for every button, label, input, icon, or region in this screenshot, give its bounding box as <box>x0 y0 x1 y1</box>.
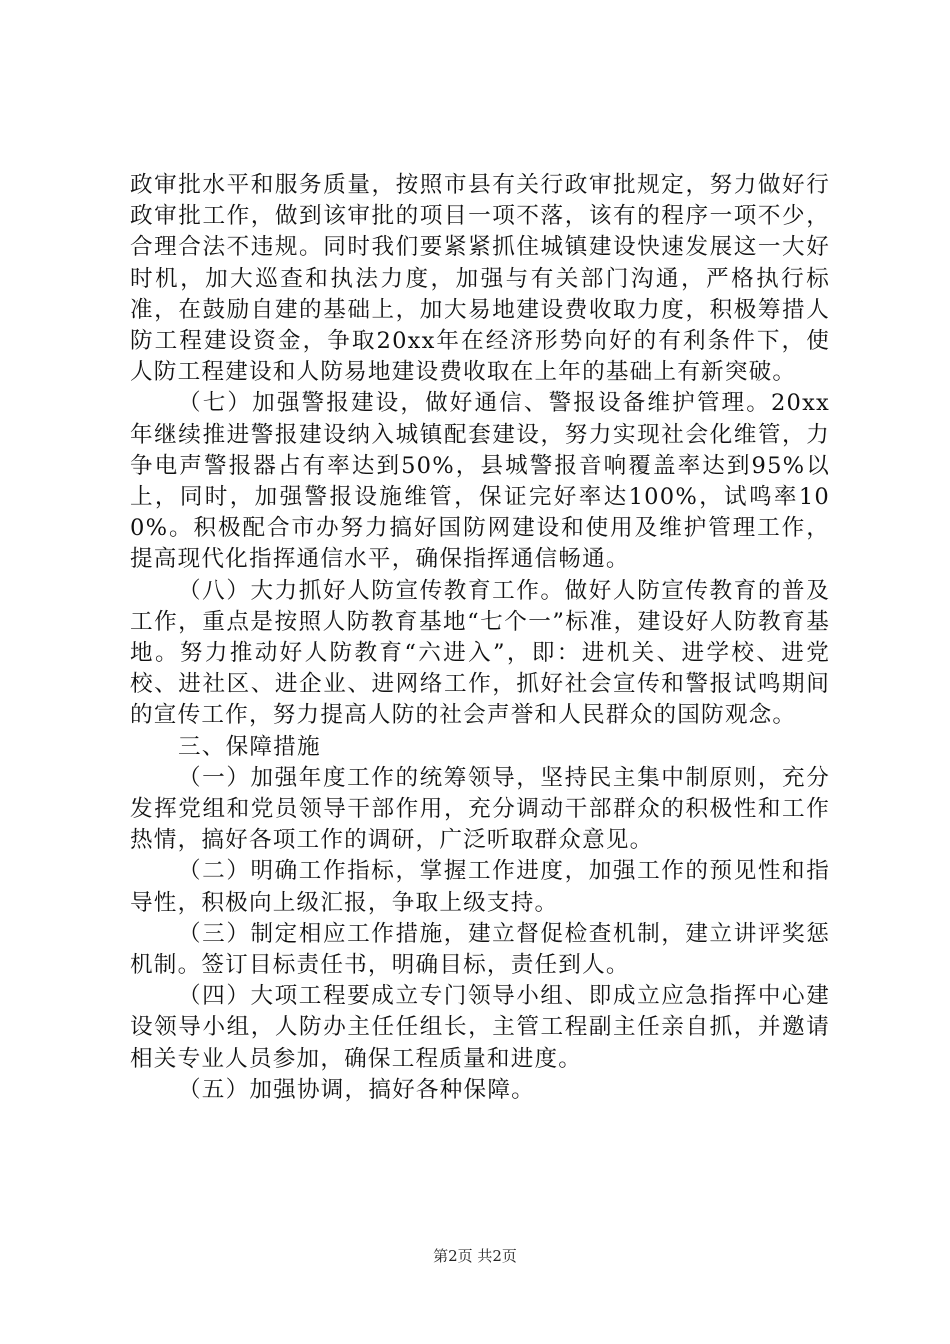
paragraph-safeguard-1: （一）加强年度工作的统筹领导，坚持民主集中制原则，充分发挥党组和党员领导干部作用，充分调动干部群众的积极性和工作热情，搞好各项工作的调研，广泛听取群众意见。 <box>130 764 830 854</box>
paragraph-safeguard-4: （四）大项工程要成立专门领导小组、即成立应急指挥中心建设领导小组，人防办主任任组长，主管工程副主任亲自抓，并邀请相关专业人员参加，确保工程质量和进度。 <box>130 983 830 1072</box>
document-body <box>130 170 830 1106</box>
page-number-footer: 第2页 共2页 <box>433 1247 517 1265</box>
paragraph-publicity-education: （八）大力抓好人防宣传教育工作。做好人防宣传教育的普及工作，重点是按照人防教育基地“七个一”标准，建设好人防教育基地。努力推动好人防教育“六进入”，即：进机关、进学校、进党校、进社区、进企业、进网络工作，抓好社会宣传和警报试鸣期间的宣传工作，努力提高人防的社会声誉和人民群众的国防观念。 <box>130 577 830 729</box>
paragraph-safeguard-3: （三）制定相应工作措施，建立督促检查机制，建立讲评奖惩机制。签订目标责任书，明确目标，责任到人。 <box>130 920 830 979</box>
section-heading-safeguards: 三、保障措施 <box>178 733 321 760</box>
paragraph-safeguard-5: （五）加强协调，搞好各种保障。 <box>178 1076 535 1103</box>
paragraph-safeguard-2: （二）明确工作指标，掌握工作进度，加强工作的预见性和指导性，积极向上级汇报，争取上级支持。 <box>130 858 830 916</box>
paragraph-administrative-approval: 政审批水平和服务质量，按照市县有关行政审批规定，努力做好行政审批工作，做到该审批的项目一项不落，该有的程序一项不少，合理合法不违规。同时我们要紧紧抓住城镇建设快速发展这一大好时机，加大巡查和执法力度，加强与有关部门沟通，严格执行标准，在鼓励自建的基础上，加大易地建设费收取力度，积极筹措人防工程建设资金，争取20xx年在经济形势向好的有利条件下，使人防工程建设和人防易地建设费收取在上年的基础上有新突破。 <box>130 172 830 386</box>
paragraph-alarm-construction: （七）加强警报建设，做好通信、警报设备维护管理。20xx年继续推进警报建设纳入城镇配套建设，努力实现社会化维管，力争电声警报器占有率达到50%，县城警报音响覆盖率达到95%以上，同时，加强警报设施维管，保证完好率达100%，试鸣率100%。积极配合市办努力搞好国防网建设和使用及维护管理工作，提高现代化指挥通信水平，确保指挥通信畅通。 <box>130 390 830 573</box>
